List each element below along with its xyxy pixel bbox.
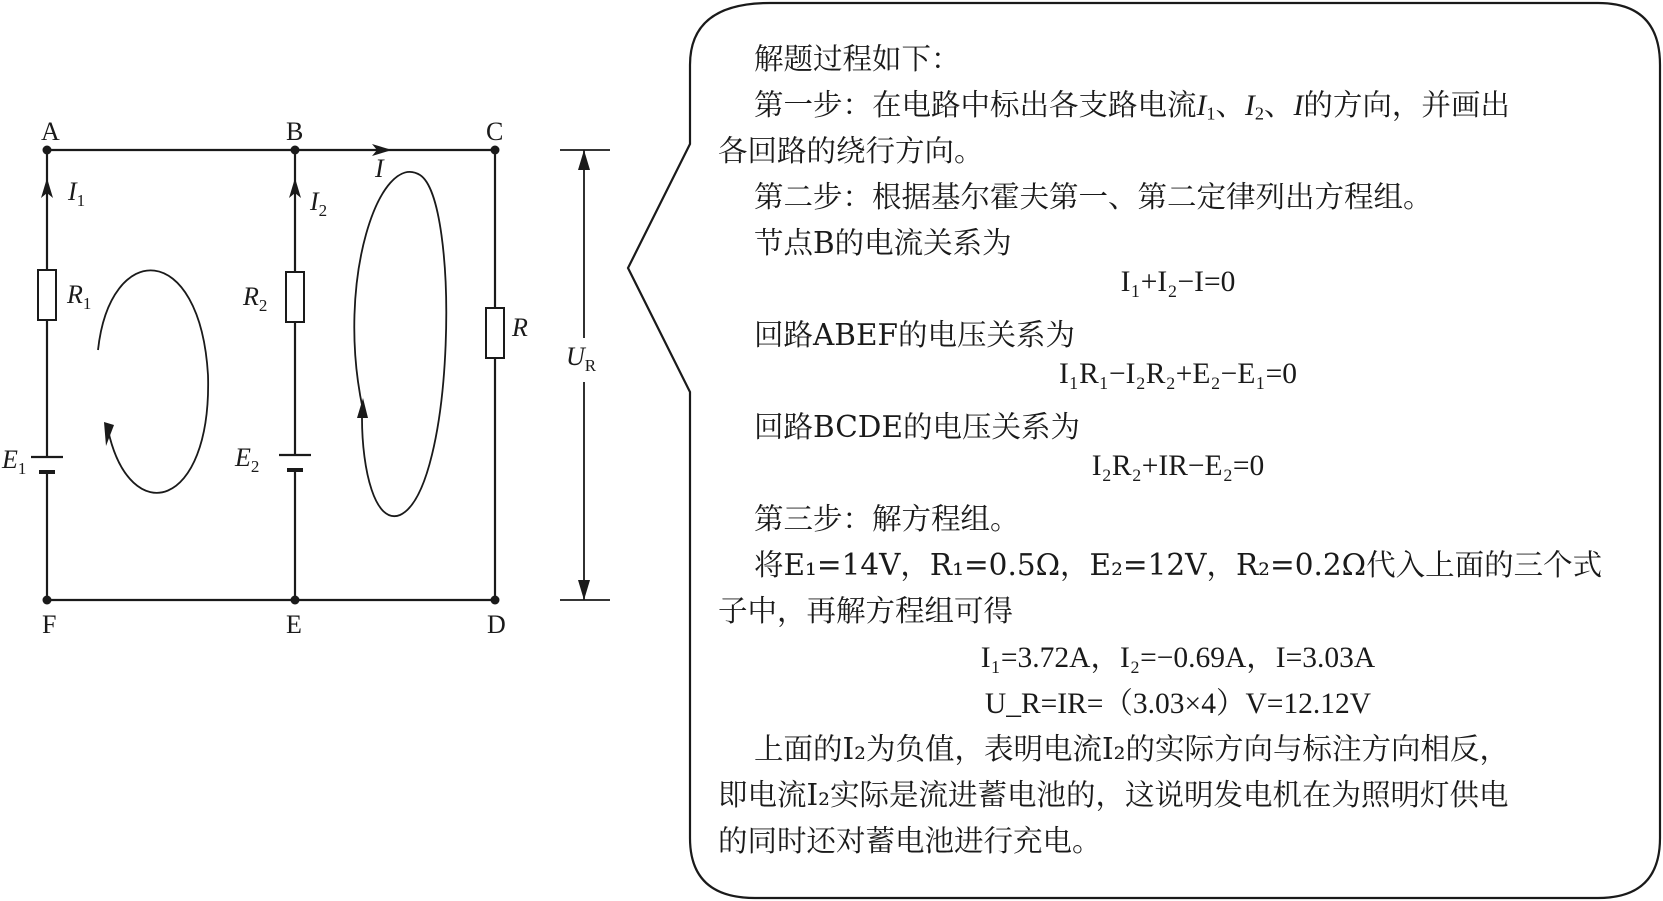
loop-arrow-bcde [354, 172, 446, 516]
battery-e2 [279, 455, 311, 470]
resistor-r1 [38, 270, 56, 320]
wires [47, 150, 495, 600]
battery-e1 [31, 457, 63, 472]
conclusion-line-2: 即电流I₂实际是流进蓄电池的，这说明发电机在为照明灯供电 [718, 778, 1509, 812]
resistor-r2 [286, 272, 304, 322]
label-i2: $I_2$ [310, 187, 328, 220]
equation-2: I₁R₁−I₂R₂+E₂−E₁=0 [1058, 358, 1298, 390]
equation-3: I₂R₂+IR−E₂=0 [1091, 450, 1265, 482]
loop-abef-heading: 回路ABEF的电压关系为 [754, 318, 1075, 352]
step2-line: 第二步：根据基尔霍夫第一、第二定律列出方程组。 [754, 180, 1433, 214]
solution-heading: 解题过程如下： [754, 42, 961, 76]
substitution-cont: 子中，再解方程组可得 [718, 594, 1014, 628]
step1-line: 第一步：在电路中标出各支路电流$I_1$、$I_2$、I的方向，并画出 [754, 88, 1510, 124]
label-ur: $U_R$ [566, 342, 597, 375]
node-label-a: A [41, 117, 60, 146]
label-i: I [375, 154, 384, 183]
conclusion-line-1: 上面的I₂为负值，表明电流I₂的实际方向与标注方向相反， [754, 732, 1509, 766]
step3-line: 第三步：解方程组。 [754, 502, 1020, 536]
step1-cont: 各回路的绕行方向。 [718, 134, 984, 168]
result-voltage: U_R=IR=（3.03×4）V=12.12V [984, 688, 1372, 720]
substitution-line: 将E₁=14V，R₁=0.5Ω，E₂=12V，R₂=0.2Ω代入上面的三个式 [754, 548, 1603, 582]
loop-arrow-abef [98, 270, 208, 492]
label-r2: $R_2$ [243, 282, 268, 315]
label-e1: $E_1$ [2, 445, 27, 478]
node-label-e: E [286, 610, 302, 639]
conclusion-line-3: 的同时还对蓄电池进行充电。 [718, 824, 1102, 858]
loop-bcde-heading: 回路BCDE的电压关系为 [754, 410, 1080, 444]
label-r: R [512, 313, 528, 342]
resistor-r [486, 308, 504, 358]
label-e2: $E_2$ [235, 443, 260, 476]
label-r1: $R_1$ [67, 280, 92, 313]
equation-1: I₁+I₂−I=0 [1120, 266, 1236, 298]
node-label-f: F [42, 610, 57, 639]
label-i1: $I_1$ [68, 177, 86, 210]
solution-panel [718, 30, 1638, 870]
node-label-b: B [286, 117, 304, 146]
voltage-indicator [560, 150, 610, 600]
node-label-c: C [486, 117, 504, 146]
node-label-d: D [487, 610, 506, 639]
node-b-heading: 节点B的电流关系为 [754, 226, 1012, 260]
result-currents: I₁=3.72A，I₂=−0.69A，I=3.03A [980, 642, 1376, 674]
junction-dots [43, 146, 500, 605]
